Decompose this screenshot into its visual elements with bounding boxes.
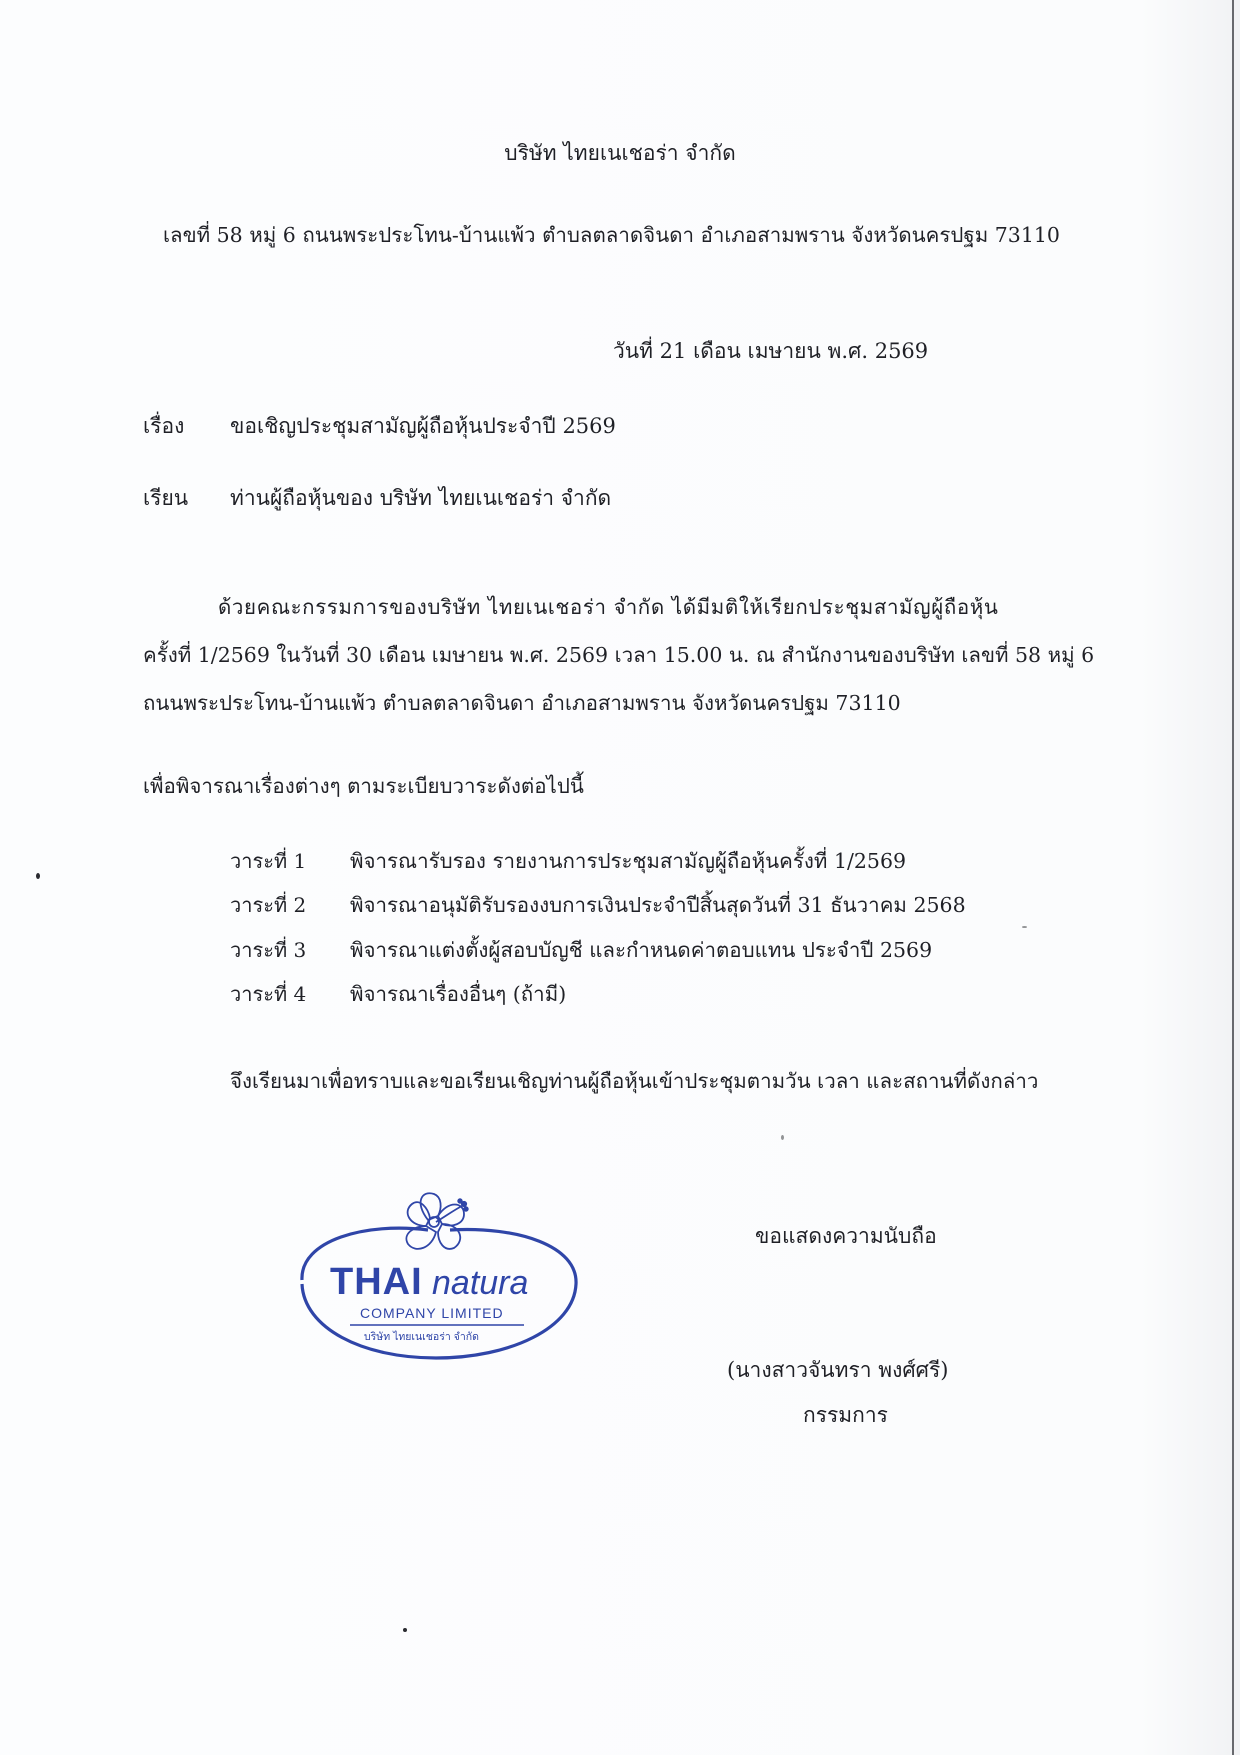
agenda-intro: เพื่อพิจารณาเรื่องต่างๆ ตามระเบียบวาระดังต่อไปนี้: [143, 774, 584, 798]
subject-label: เรื่อง: [143, 414, 185, 438]
signer-name: (นางสาวจันทรา พงศ์ศรี): [727, 1358, 949, 1382]
subject-text: ขอเชิญประชุมสามัญผู้ถือหุ้นประจำปี 2569: [230, 414, 616, 438]
stamp-brand-script: natura: [432, 1264, 529, 1302]
scan-speck: [36, 873, 40, 879]
scan-speck: [1022, 926, 1027, 928]
company-stamp: [296, 1188, 582, 1366]
body-line-3: ถนนพระประโทน-บ้านแพ้ว ตำบลตลาดจินดา อำเภอสามพราน จังหวัดนครปฐม 73110: [143, 691, 901, 715]
agenda-number: วาระที่ 4: [230, 982, 307, 1006]
scan-speck: [781, 1135, 784, 1140]
closing-paragraph: จึงเรียนมาเพื่อทราบและขอเรียนเชิญท่านผู้ถือหุ้นเข้าประชุมตามวัน เวลา และสถานที่ดังกล่าว: [230, 1069, 1039, 1093]
agenda-text: พิจารณาแต่งตั้งผู้สอบบัญชี และกำหนดค่าตอบแทน ประจำปี 2569: [350, 938, 933, 962]
recipient-label: เรียน: [143, 486, 189, 510]
agenda-number: วาระที่ 3: [230, 938, 307, 962]
agenda-number: วาระที่ 1: [230, 849, 307, 873]
recipient-text: ท่านผู้ถือหุ้นของ บริษัท ไทยเนเชอร่า จำกัด: [230, 486, 612, 510]
letter-date: วันที่ 21 เดือน เมษายน พ.ศ. 2569: [613, 339, 929, 363]
scan-speck: [403, 1628, 407, 1632]
closing-salutation: ขอแสดงความนับถือ: [755, 1224, 937, 1248]
company-address: เลขที่ 58 หมู่ 6 ถนนพระประโทน-บ้านแพ้ว ตำบลตลาดจินดา อำเภอสามพราน จังหวัดนครปฐม 73110: [163, 223, 1060, 247]
body-line-2: ครั้งที่ 1/2569 ในวันที่ 30 เดือน เมษายน พ.ศ. 2569 เวลา 15.00 น. ณ สำนักงานของบริษัท เลขที่ 58 หมู่ 6: [143, 643, 1095, 667]
stamp-company-th: บริษัท ไทยเนเชอร่า จำกัด: [364, 1331, 479, 1343]
stamp-company-en: COMPANY LIMITED: [360, 1305, 504, 1321]
body-line-1: ด้วยคณะกรรมการของบริษัท ไทยเนเชอร่า จำกัด ได้มีมติให้เรียกประชุมสามัญผู้ถือหุ้น: [218, 595, 999, 619]
agenda-text: พิจารณาเรื่องอื่นๆ (ถ้ามี): [350, 982, 567, 1006]
hibiscus-flower-icon: [406, 1193, 467, 1249]
stamp-brand-bold: THAI: [330, 1261, 423, 1303]
agenda-text: พิจารณารับรอง รายงานการประชุมสามัญผู้ถือหุ้นครั้งที่ 1/2569: [350, 849, 907, 873]
agenda-number: วาระที่ 2: [230, 893, 307, 917]
company-name: บริษัท ไทยเนเชอร่า จำกัด: [504, 141, 736, 165]
signer-position: กรรมการ: [803, 1403, 888, 1427]
agenda-text: พิจารณาอนุมัติรับรองงบการเงินประจำปีสิ้นสุดวันที่ 31 ธันวาคม 2568: [350, 893, 966, 917]
scan-edge-shadow: [1232, 0, 1234, 1755]
